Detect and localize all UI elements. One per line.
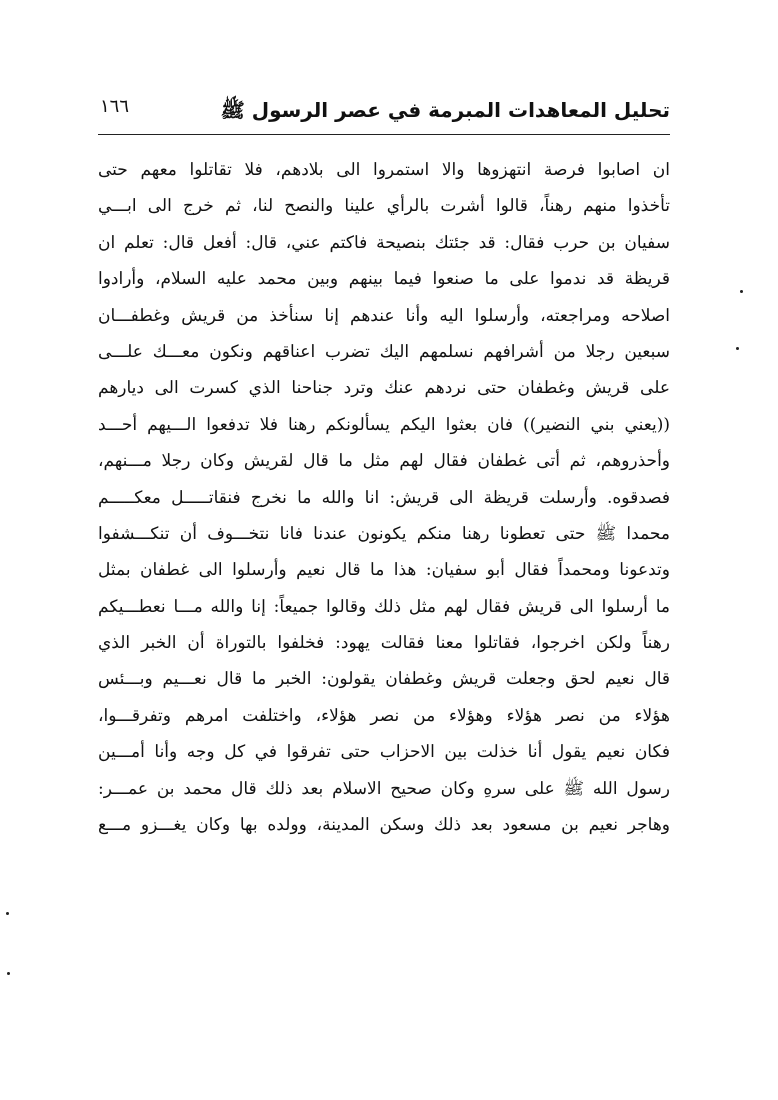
page-header xyxy=(98,92,670,132)
scan-speck xyxy=(6,912,9,915)
text-line: قال نعيم لحق وجعلت قريش وغطفان يقولون: الخبر ما قال نعـــيم وبـــئس xyxy=(98,669,670,690)
body-text xyxy=(98,152,670,843)
text-line: فكان نعيم يقول أنا خذلت بين الاحزاب حتى تفرقوا في كل وجه وأنا أمـــين xyxy=(98,742,670,763)
text-line: محمدا ﷺ حتى تعطونا رهنا منكم يكونون عندنا فانا نتخـــوف أن تنكـــشفوا xyxy=(98,523,670,544)
text-line: وأحذروهم، ثم أتى غطفان فقال لهم مثل ما قال لقريش وكان رجلا مـــنهم، xyxy=(98,451,670,472)
page-number: ١٦٦ xyxy=(100,96,130,117)
scan-speck xyxy=(736,347,739,350)
text-line: سفيان بن حرب فقال: قد جئتك بنصيحة فاكتم عني، قال: أفعل قال: تعلم ان xyxy=(98,232,670,253)
running-title: تحليل المعاهدات المبرمة في عصر الرسول ﷺ xyxy=(220,98,670,122)
header-rule xyxy=(98,134,670,135)
scan-speck xyxy=(740,290,743,293)
text-line: ((يعني بني النضير)) فان بعثوا اليكم يسألونكم رهنا فلا تدفعوا الـــيهم أحـــد xyxy=(98,414,670,435)
text-line: ما أرسلوا الى قريش فقال لهم مثل ذلك وقالوا جميعاً: إنا والله مـــا نعطـــيكم xyxy=(98,596,670,617)
text-line: على قريش وغطفان حتى نردهم عنك وترد جناحنا الذي كسرت الى ديارهم xyxy=(98,378,670,399)
text-line: وتدعونا ومحمداً فقال أبو سفيان: هذا ما قال نعيم وأرسلوا الى غطفان بمثل xyxy=(98,560,670,581)
text-line: رهناً ولكن اخرجوا، فقاتلوا معنا فقالت يهود: فخلفوا بالتوراة أن الخبر الذي xyxy=(98,633,670,654)
text-line: قريظة قد ندموا على ما صنعوا فيما بينهم وبين محمد عليه السلام، وأرادوا xyxy=(98,269,670,290)
text-line: ان اصابوا فرصة انتهزوها والا استمروا الى بلادهم، فلا تقاتلوا معهم حتى xyxy=(98,160,670,180)
text-line: تأخذوا منهم رهناً، قالوا أشرت بالرأي علينا والنصح لنا، ثم خرج الى ابـــي xyxy=(98,196,670,217)
text-line: اصلاحه ومراجعته، وأرسلوا اليه وأنا عندهم إنا سنأخذ من قريش وغطفـــان xyxy=(98,305,670,326)
text-line: هؤلاء من نصر هؤلاء وهؤلاء من نصر هؤلاء، واختلفت امرهم وتفرقـــوا، xyxy=(98,705,670,726)
scan-speck xyxy=(7,972,10,975)
text-line: فصدقوه. وأرسلت قريظة الى قريش: انا والله ما نخرج فنقاتـــــل معكـــــم xyxy=(98,487,670,508)
text-line: سبعين رجلا من أشرافهم نسلمهم اليك تضرب اعناقهم ونكون معـــك علـــى xyxy=(98,341,670,362)
text-line: وهاجر نعيم بن مسعود بعد ذلك وسكن المدينة، وولده بها وكان يغـــزو مـــع xyxy=(98,815,670,836)
text-line: رسول الله ﷺ على سرهِ وكان صحيح الاسلام بعد ذلك قال محمد بن عمـــر: xyxy=(98,778,670,799)
